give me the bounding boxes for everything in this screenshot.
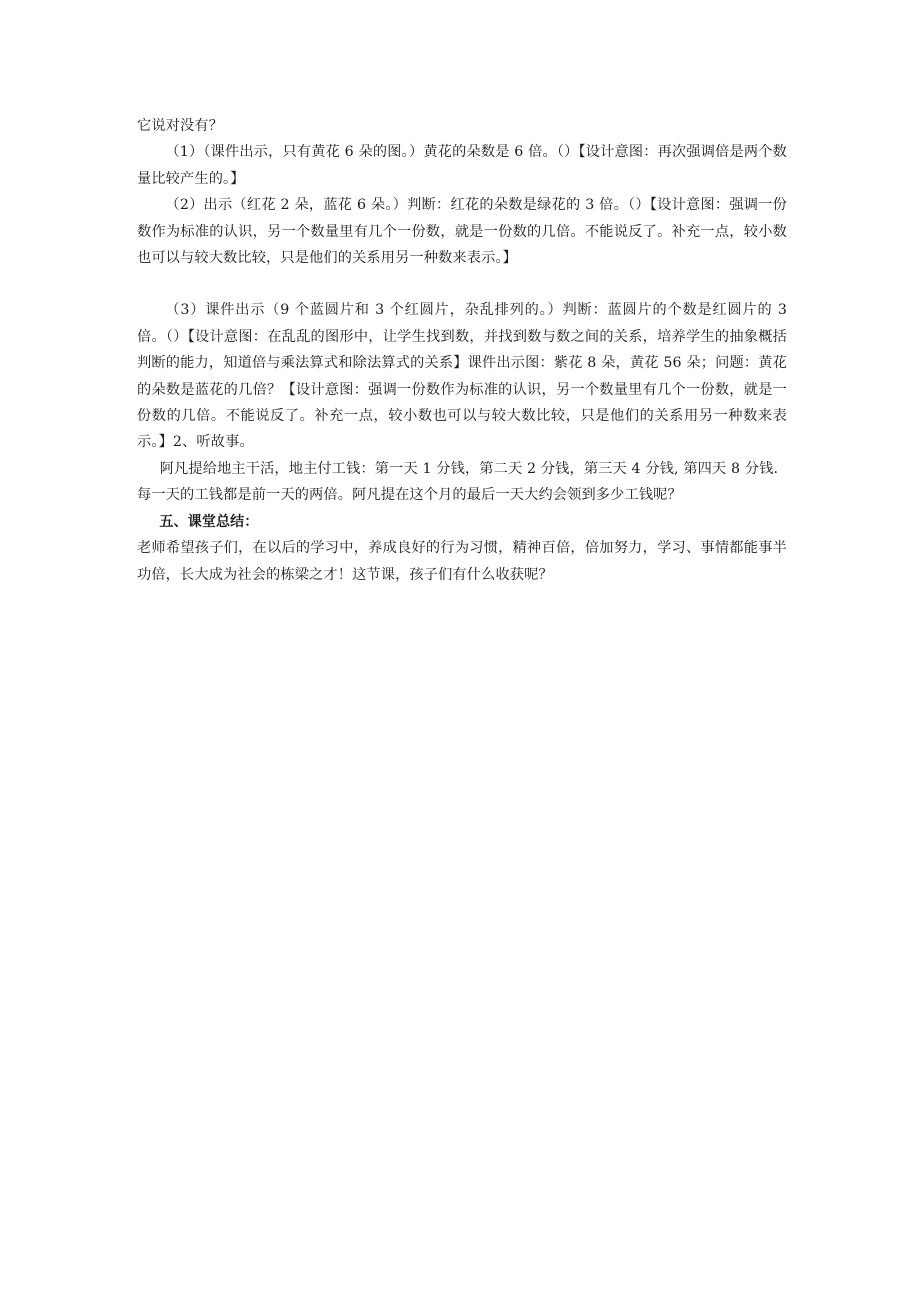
paragraph-item-3: （3）课件出示（9 个蓝圆片和 3 个红圆片，杂乱排列的。）判断：蓝圆片的个数是红圆片的 3 倍。（）【设计意图：在乱乱的图形中，让学生找到数，并找到数与数之间的关系，培养学生的抽象概括判断的能力，知道倍与乘法算式和除法算式的关系】课件出示图：紫花 8 朵，黄花 56 朵；问题：黄花的朵数是蓝花的几倍？【设计意图：强调一份数作为标准的认识，另一个数量里有几个一份数，就是一份数的几倍。不能说反了。补充一点，较小数也可以与较大数比较，只是他们的关系用另一种数来表示。】2、听故事。 bbox=[137, 302, 787, 451]
blank-line bbox=[137, 271, 787, 297]
paragraph-question: 它说对没有？ bbox=[137, 118, 224, 134]
paragraph-item-1: （1）（课件出示，只有黄花 6 朵的图。）黄花的朵数是 6 倍。（）【设计意图：再次强调倍是两个数量比较产生的。】 bbox=[137, 144, 787, 187]
paragraph-item-2: （2）出示（红花 2 朵，蓝花 6 朵。）判断：红花的朵数是绿花的 3 倍。（）【设计意图：强调一份数作为标准的认识，另一个数量里有几个一份数，就是一份数的几倍。不能说反了。补充一点，较小数也可以与较大数比较，只是他们的关系用另一种数来表示。】 bbox=[137, 197, 787, 267]
paragraph-summary: 老师希望孩子们，在以后的学习中，养成良好的行为习惯，精神百倍，倍加努力，学习、事情都能事半功倍，长大成为社会的栋梁之才！这节课，孩子们有什么收获呢？ bbox=[137, 540, 787, 583]
paragraph-story: 阿凡提给地主干活，地主付工钱：第一天 1 分钱，第二天 2 分钱，第三天 4 分钱, 第四天 8 分钱. bbox=[159, 460, 779, 477]
section-heading-summary: 五、课堂总结： bbox=[159, 513, 259, 530]
document-body bbox=[137, 113, 787, 588]
paragraph-story-question: 每一天的工钱都是前一天的两倍。阿凡提在这个月的最后一天大约会领到多少工钱呢？ bbox=[137, 487, 682, 504]
